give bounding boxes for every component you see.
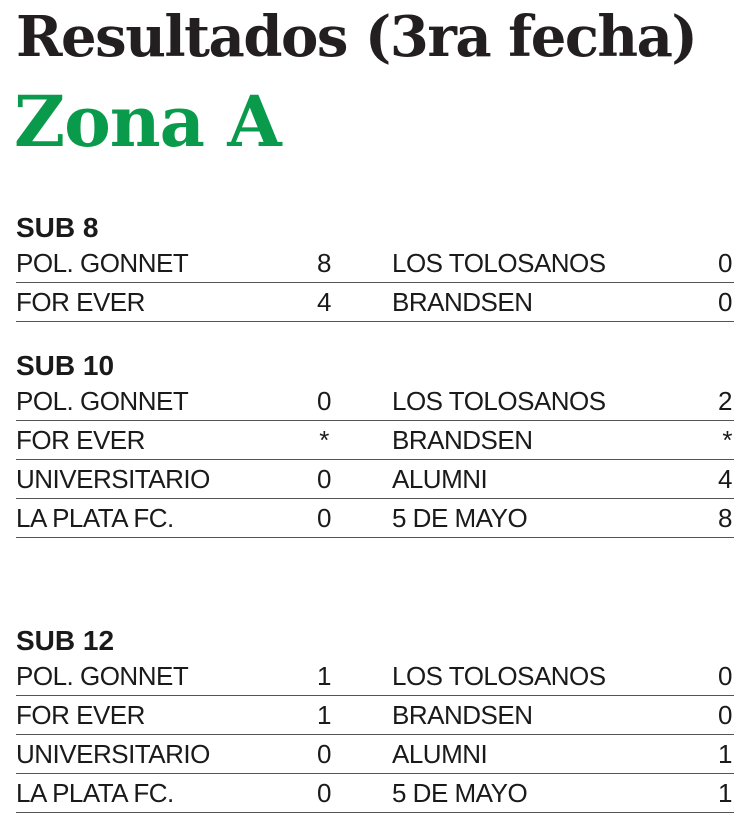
home-score: 1 — [317, 700, 331, 730]
section-sub12 — [16, 625, 734, 813]
home-team: LA PLATA FC. — [16, 503, 174, 533]
home-team: UNIVERSITARIO — [16, 739, 210, 769]
home-score: 0 — [317, 464, 331, 494]
home-team: POL. GONNET — [16, 248, 189, 278]
away-team: ALUMNI — [392, 739, 488, 769]
match-row — [16, 735, 734, 774]
away-team: 5 DE MAYO — [392, 503, 528, 533]
away-team: ALUMNI — [392, 464, 488, 494]
away-team: BRANDSEN — [392, 700, 533, 730]
home-score: 0 — [317, 503, 331, 533]
section-title: SUB 12 — [16, 625, 115, 656]
match-row — [16, 696, 734, 735]
home-team: POL. GONNET — [16, 386, 189, 416]
home-team: LA PLATA FC. — [16, 778, 174, 808]
home-score: 8 — [317, 248, 331, 278]
away-team: LOS TOLOSANOS — [392, 661, 606, 691]
home-team: FOR EVER — [16, 425, 145, 455]
away-score: 0 — [718, 700, 732, 730]
away-score: 2 — [718, 386, 732, 416]
away-team: LOS TOLOSANOS — [392, 386, 606, 416]
section-title: SUB 8 — [16, 212, 99, 243]
away-score: 8 — [718, 503, 732, 533]
zone-title: Zona A — [14, 80, 281, 163]
page-title: Resultados (3ra fecha) — [16, 4, 697, 70]
home-score: 1 — [317, 661, 331, 691]
home-score: * — [319, 425, 329, 455]
match-row — [16, 244, 734, 283]
away-score: 0 — [718, 248, 732, 278]
away-score: 4 — [718, 464, 732, 494]
match-row — [16, 774, 734, 813]
section-sub8 — [16, 212, 734, 322]
home-team: UNIVERSITARIO — [16, 464, 210, 494]
home-team: FOR EVER — [16, 287, 145, 317]
match-row — [16, 283, 734, 322]
away-score: 0 — [718, 287, 732, 317]
home-score: 0 — [317, 778, 331, 808]
home-score: 0 — [317, 739, 331, 769]
section-title: SUB 10 — [16, 350, 115, 381]
match-row — [16, 657, 734, 696]
match-row — [16, 499, 734, 538]
away-team: 5 DE MAYO — [392, 778, 528, 808]
away-score: 0 — [718, 661, 732, 691]
home-team: POL. GONNET — [16, 661, 189, 691]
away-score: 1 — [718, 778, 732, 808]
match-row — [16, 382, 734, 421]
match-row — [16, 421, 734, 460]
away-team: LOS TOLOSANOS — [392, 248, 606, 278]
home-team: FOR EVER — [16, 700, 145, 730]
home-score: 0 — [317, 386, 331, 416]
home-score: 4 — [317, 287, 331, 317]
away-score: * — [722, 425, 732, 455]
match-row — [16, 460, 734, 499]
away-score: 1 — [718, 739, 732, 769]
section-sub10 — [16, 350, 734, 538]
away-team: BRANDSEN — [392, 425, 533, 455]
away-team: BRANDSEN — [392, 287, 533, 317]
